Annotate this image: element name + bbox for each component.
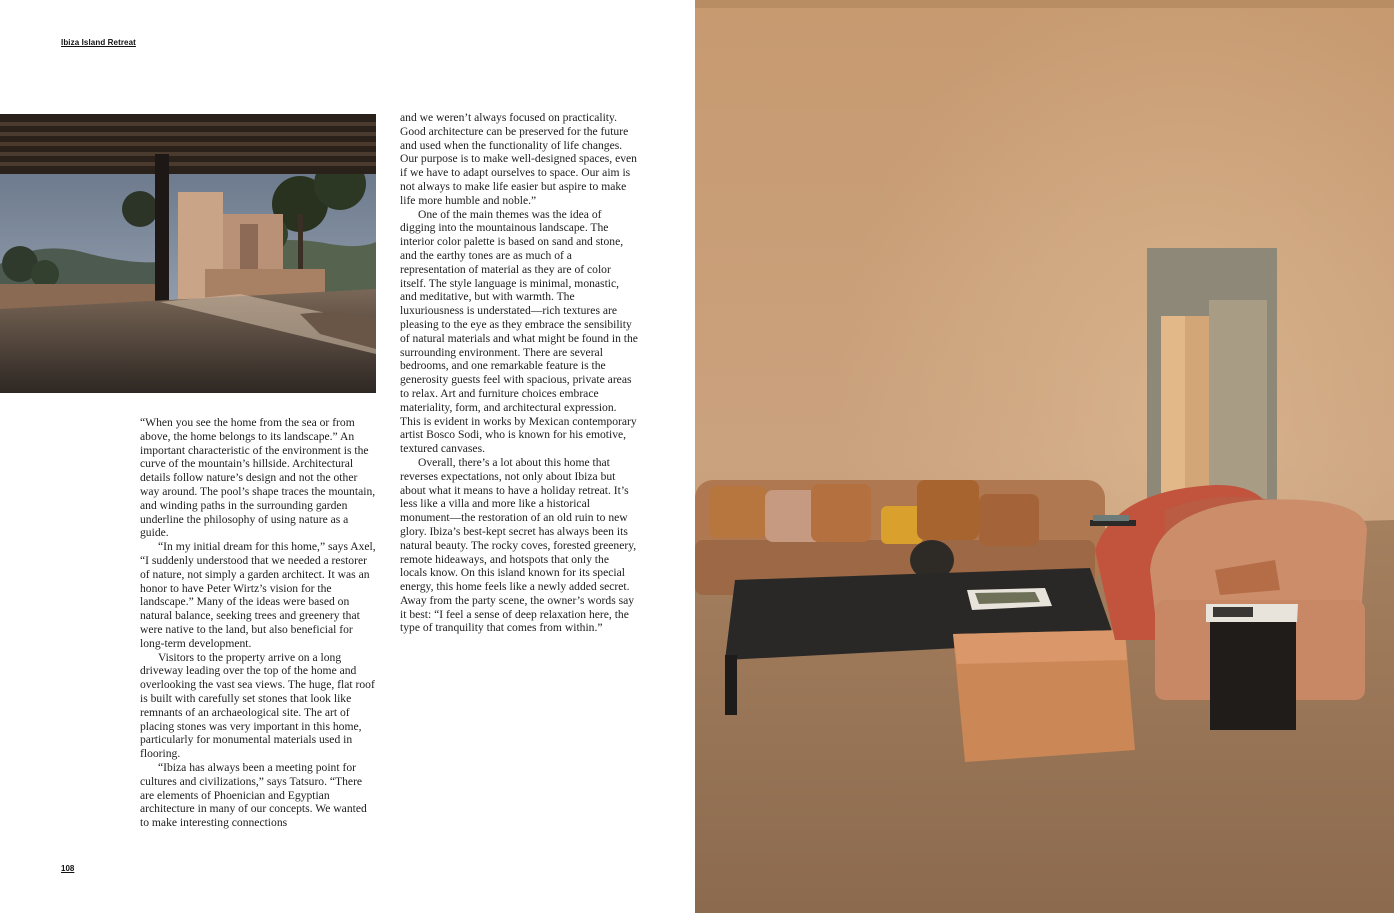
text-column-2 bbox=[400, 111, 638, 635]
living-room-photo bbox=[695, 0, 1394, 913]
paragraph: Overall, there’s a lot about this home that reverses expectations, not only about Ibiza but about what it means to have a holiday retreat. It’s less like a villa and more like a historical monument—the restoration of an old ruin to new glory. Ibiza’s best-kept secret has always been its natural beauty. The rocky coves, forested greenery, remote hideaways, and hotspots that only the locals know. On this island known for its special energy, this home feels like a newly added secret. Away from the party scene, the owner’s words say it best: “I feel a sense of deep relaxation here, the type of tranquility that comes from within.” bbox=[400, 455, 637, 635]
paragraph: and we weren’t always focused on practicality. Good architecture can be preserved for the future and used when the functionality of life changes. Our purpose is to make well-designed spaces, even if we have to adapt ourselves to space. Our aim is not always to make life easier but aspire to make life more humble and noble.” bbox=[400, 111, 637, 207]
paragraph: “When you see the home from the sea or from above, the home belongs to its landscape.” An important characteristic of the environment is the curve of the mountain’s hillside. Architectural details follow nature’s design and not the other way around. The pool’s shape traces the mountain, and winding paths in the surrounding garden underline the philosophy of using nature as a guide. bbox=[140, 416, 376, 540]
paragraph: One of the main themes was the idea of digging into the mountainous landscape. The interior color palette is based on sand and stone, and the earthy tones are as much of a representation of material as they are of color itself. The style language is minimal, monastic, and meditative, but with warmth. The luxuriousness is understated—rich textures are pleasing to the eye as they embrace the sensibility of natural materials and what might be found in the surrounding environment. There are several bedrooms, and one remarkable feature is the generosity guests feel with spacious, private areas to relax. Art and furniture choices embrace materiality, form, and architectural expression. This is evident in works by Mexican contemporary artist Bosco Sodi, who is known for his emotive, textured canvases. bbox=[400, 207, 638, 456]
paragraph: Visitors to the property arrive on a long driveway leading over the top of the home and overlooking the vast sea views. The huge, flat roof is built with carefully set stones that look like remnants of an archaeological site. The art of placing stones was very important in this home, particularly for monumental materials used in flooring. bbox=[140, 650, 375, 761]
running-header: Ibiza Island Retreat bbox=[61, 38, 136, 47]
paragraph: “Ibiza has always been a meeting point for cultures and civilizations,” says Tatsuro. “There are elements of Phoenician and Egyptian architecture in many of our concepts. We wanted to make interesting connections bbox=[140, 760, 367, 830]
paragraph: “In my initial dream for this home,” says Axel, “I suddenly understood that we needed a restorer of nature, not simply a garden architect. It was an honor to have Peter Wirtz’s vision for the landscape.” Many of the ideas were based on natural balance, seeking trees and greenery that were native to the land, but also beneficial for long-term development. bbox=[140, 540, 376, 650]
page-number: 108 bbox=[61, 864, 75, 873]
text-column-1 bbox=[140, 416, 376, 830]
left-page bbox=[0, 0, 695, 913]
terrace-photo bbox=[0, 114, 376, 393]
